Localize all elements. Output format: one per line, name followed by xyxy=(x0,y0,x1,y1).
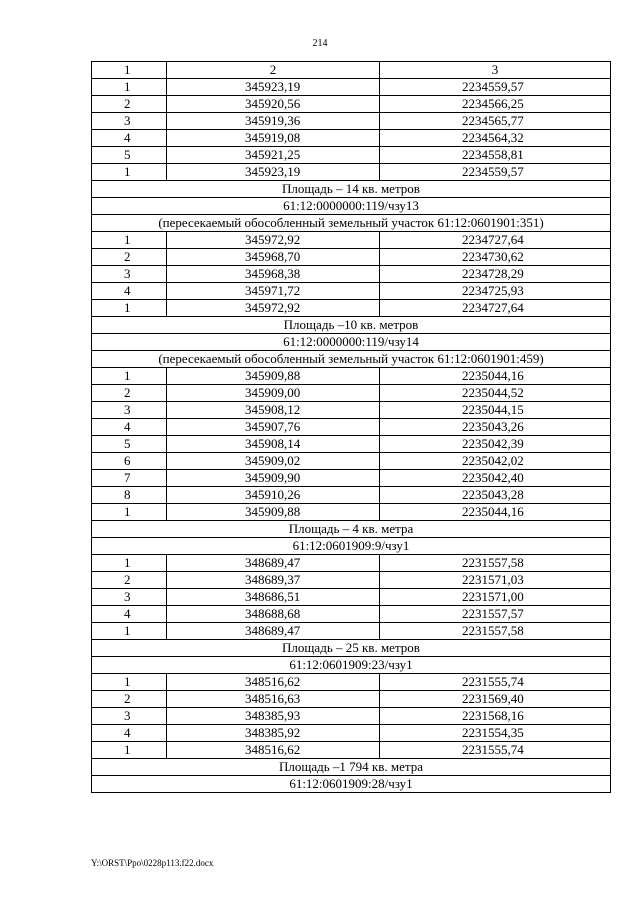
point-row xyxy=(92,113,611,130)
point-number: 2 xyxy=(92,572,167,589)
footer-file-path: Y:\ORST\Ppo\0228p113.f22.docx xyxy=(91,858,214,868)
section-text: (пересекаемый обособленный земельный участок 61:12:0601901:351) xyxy=(92,215,611,232)
coord-x: 348385,93 xyxy=(167,708,380,725)
point-number: 4 xyxy=(92,419,167,436)
point-number: 5 xyxy=(92,436,167,453)
point-row xyxy=(92,266,611,283)
coord-y: 2231571,00 xyxy=(380,589,611,606)
coord-y: 2235043,28 xyxy=(380,487,611,504)
coord-x: 348516,62 xyxy=(167,674,380,691)
coord-x: 345909,00 xyxy=(167,385,380,402)
point-number: 4 xyxy=(92,130,167,147)
section-text-row xyxy=(92,351,611,368)
coordinates-table-body xyxy=(92,62,611,793)
coord-x: 345920,56 xyxy=(167,96,380,113)
coord-y: 2235042,02 xyxy=(380,453,611,470)
coord-y: 2234727,64 xyxy=(380,232,611,249)
point-number: 4 xyxy=(92,725,167,742)
table-header-row xyxy=(92,62,611,79)
point-number: 1 xyxy=(92,674,167,691)
section-text-row xyxy=(92,640,611,657)
point-number: 3 xyxy=(92,589,167,606)
coord-y: 2234727,64 xyxy=(380,300,611,317)
coord-y: 2234566,25 xyxy=(380,96,611,113)
coord-x: 348686,51 xyxy=(167,589,380,606)
point-row xyxy=(92,436,611,453)
section-text: (пересекаемый обособленный земельный участок 61:12:0601901:459) xyxy=(92,351,611,368)
coord-x: 345921,25 xyxy=(167,147,380,164)
coord-x: 345919,08 xyxy=(167,130,380,147)
point-number: 7 xyxy=(92,470,167,487)
section-text: 61:12:0601909:28/чзу1 xyxy=(92,776,611,793)
point-row xyxy=(92,419,611,436)
section-text: 61:12:0601909:23/чзу1 xyxy=(92,657,611,674)
coord-y: 2234730,62 xyxy=(380,249,611,266)
section-text: Площадь – 25 кв. метров xyxy=(92,640,611,657)
point-row xyxy=(92,300,611,317)
header-col-1: 1 xyxy=(92,62,167,79)
section-text-row xyxy=(92,334,611,351)
coord-y: 2231555,74 xyxy=(380,674,611,691)
point-number: 2 xyxy=(92,96,167,113)
coord-y: 2234559,57 xyxy=(380,164,611,181)
point-row xyxy=(92,385,611,402)
point-row xyxy=(92,742,611,759)
section-text: 61:12:0000000:119/чзу13 xyxy=(92,198,611,215)
point-number: 1 xyxy=(92,164,167,181)
coord-y: 2231568,16 xyxy=(380,708,611,725)
coord-x: 345907,76 xyxy=(167,419,380,436)
coord-x: 345910,26 xyxy=(167,487,380,504)
page-number: 214 xyxy=(312,38,328,49)
point-row xyxy=(92,368,611,385)
coordinates-table xyxy=(91,61,611,793)
coord-x: 345923,19 xyxy=(167,164,380,181)
point-row xyxy=(92,691,611,708)
coord-y: 2231571,03 xyxy=(380,572,611,589)
point-number: 3 xyxy=(92,708,167,725)
coord-x: 348516,62 xyxy=(167,742,380,759)
point-row xyxy=(92,674,611,691)
point-number: 1 xyxy=(92,79,167,96)
section-text-row xyxy=(92,776,611,793)
coord-y: 2231557,58 xyxy=(380,555,611,572)
point-number: 4 xyxy=(92,606,167,623)
point-row xyxy=(92,249,611,266)
coord-y: 2235044,16 xyxy=(380,368,611,385)
coord-y: 2234565,77 xyxy=(380,113,611,130)
point-number: 2 xyxy=(92,691,167,708)
section-text-row xyxy=(92,759,611,776)
coord-y: 2235044,16 xyxy=(380,504,611,521)
point-row xyxy=(92,606,611,623)
coord-y: 2235043,26 xyxy=(380,419,611,436)
section-text: 61:12:0000000:119/чзу14 xyxy=(92,334,611,351)
point-number: 5 xyxy=(92,147,167,164)
section-text: Площадь – 14 кв. метров xyxy=(92,181,611,198)
coord-x: 348516,63 xyxy=(167,691,380,708)
coord-x: 348689,47 xyxy=(167,555,380,572)
point-row xyxy=(92,147,611,164)
section-text: 61:12:0601909:9/чзу1 xyxy=(92,538,611,555)
point-number: 4 xyxy=(92,283,167,300)
coord-x: 345908,12 xyxy=(167,402,380,419)
section-text: Площадь –10 кв. метров xyxy=(92,317,611,334)
point-row xyxy=(92,283,611,300)
coord-x: 345972,92 xyxy=(167,300,380,317)
point-number: 2 xyxy=(92,249,167,266)
section-text-row xyxy=(92,521,611,538)
coord-y: 2231569,40 xyxy=(380,691,611,708)
coord-x: 345972,92 xyxy=(167,232,380,249)
point-number: 6 xyxy=(92,453,167,470)
coord-y: 2234558,81 xyxy=(380,147,611,164)
header-col-3: 3 xyxy=(380,62,611,79)
point-row xyxy=(92,708,611,725)
point-number: 3 xyxy=(92,266,167,283)
coord-x: 348689,37 xyxy=(167,572,380,589)
point-number: 1 xyxy=(92,504,167,521)
coord-x: 345968,38 xyxy=(167,266,380,283)
coord-x: 345909,90 xyxy=(167,470,380,487)
point-row xyxy=(92,402,611,419)
coord-x: 345923,19 xyxy=(167,79,380,96)
point-number: 8 xyxy=(92,487,167,504)
point-row xyxy=(92,232,611,249)
coord-y: 2231554,35 xyxy=(380,725,611,742)
point-row xyxy=(92,504,611,521)
section-text-row xyxy=(92,657,611,674)
coord-x: 345919,36 xyxy=(167,113,380,130)
coord-y: 2235044,52 xyxy=(380,385,611,402)
coord-y: 2231557,57 xyxy=(380,606,611,623)
coord-x: 345909,88 xyxy=(167,504,380,521)
coord-x: 348689,47 xyxy=(167,623,380,640)
point-row xyxy=(92,164,611,181)
point-row xyxy=(92,589,611,606)
coord-x: 348385,92 xyxy=(167,725,380,742)
point-number: 1 xyxy=(92,742,167,759)
section-text-row xyxy=(92,181,611,198)
point-number: 1 xyxy=(92,555,167,572)
point-row xyxy=(92,487,611,504)
point-row xyxy=(92,470,611,487)
coord-x: 345908,14 xyxy=(167,436,380,453)
point-row xyxy=(92,96,611,113)
point-row xyxy=(92,453,611,470)
point-number: 1 xyxy=(92,368,167,385)
point-row xyxy=(92,555,611,572)
point-number: 3 xyxy=(92,402,167,419)
coord-y: 2235042,40 xyxy=(380,470,611,487)
point-row xyxy=(92,572,611,589)
coord-y: 2234728,29 xyxy=(380,266,611,283)
coord-x: 345971,72 xyxy=(167,283,380,300)
coord-x: 345968,70 xyxy=(167,249,380,266)
header-col-2: 2 xyxy=(167,62,380,79)
coord-x: 345909,88 xyxy=(167,368,380,385)
coord-x: 348688,68 xyxy=(167,606,380,623)
coord-y: 2235042,39 xyxy=(380,436,611,453)
point-number: 3 xyxy=(92,113,167,130)
section-text-row xyxy=(92,215,611,232)
section-text: Площадь – 4 кв. метра xyxy=(92,521,611,538)
point-number: 1 xyxy=(92,623,167,640)
coord-y: 2234559,57 xyxy=(380,79,611,96)
point-row xyxy=(92,130,611,147)
point-number: 2 xyxy=(92,385,167,402)
point-number: 1 xyxy=(92,232,167,249)
section-text: Площадь –1 794 кв. метра xyxy=(92,759,611,776)
coord-x: 345909,02 xyxy=(167,453,380,470)
point-row xyxy=(92,79,611,96)
coord-y: 2234564,32 xyxy=(380,130,611,147)
point-row xyxy=(92,725,611,742)
section-text-row xyxy=(92,198,611,215)
coord-y: 2234725,93 xyxy=(380,283,611,300)
section-text-row xyxy=(92,538,611,555)
coord-y: 2231557,58 xyxy=(380,623,611,640)
section-text-row xyxy=(92,317,611,334)
coord-y: 2231555,74 xyxy=(380,742,611,759)
point-number: 1 xyxy=(92,300,167,317)
coord-y: 2235044,15 xyxy=(380,402,611,419)
point-row xyxy=(92,623,611,640)
